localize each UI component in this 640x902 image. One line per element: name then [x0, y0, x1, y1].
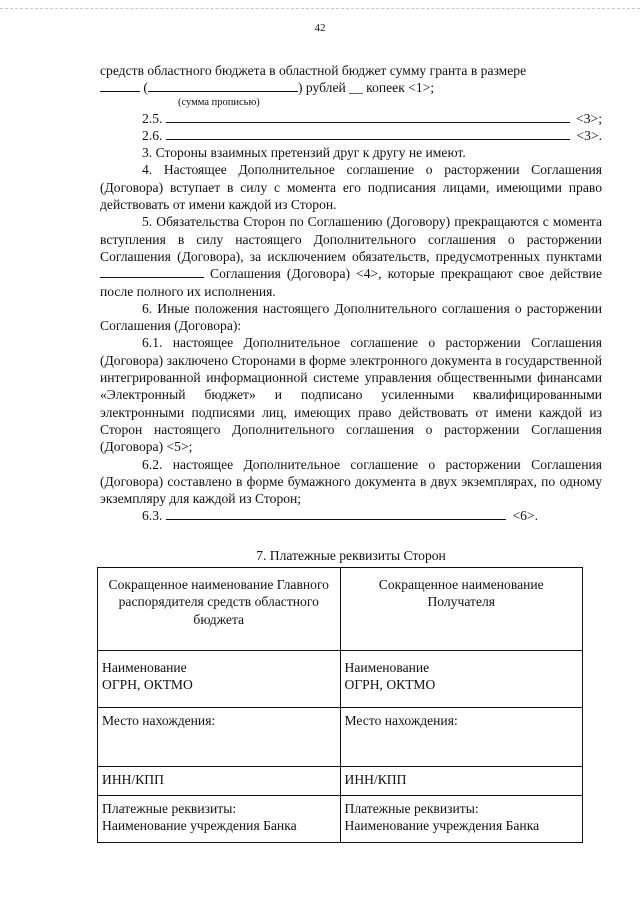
blank-clause-numbers: [100, 265, 204, 278]
section-title-payment-details: 7. Платежные реквизиты Сторон: [256, 547, 446, 563]
paragraph-6-2: 6.2. настоящее Дополнительное соглашение о расторжении Соглашения (Договора) составлено в форме бумажного документа в двух экземплярах, по одному экземпляру для каждой из Сторон;: [100, 456, 602, 507]
cell-left-location: Место нахождения:: [98, 708, 341, 767]
item-6-3-note: <6>.: [512, 508, 538, 524]
top-scan-rule: [0, 8, 640, 10]
item-2-6-blank: [166, 127, 570, 140]
paragraph-grant-amount: средств областного бюджета в областной бюджет сумму гранта в размере: [100, 63, 527, 78]
item-2-5-number: 2.5.: [142, 110, 163, 126]
item-6-3-blank: [166, 507, 506, 520]
item-2-6-number: 2.6.: [142, 127, 163, 143]
item-2-5-blank: [166, 110, 570, 123]
paragraph-5: [100, 213, 602, 299]
item-6-3-number: 6.3.: [142, 508, 163, 524]
item-2-6: [100, 127, 602, 144]
cell-left-inn: ИНН/КПП: [98, 767, 341, 796]
cell-right-inn: ИНН/КПП: [340, 767, 583, 796]
rubles-kopecks-text: ) рублей __ копеек <1>;: [297, 80, 435, 96]
header-chief-administrator: Сокращенное наименование Главного распорядителя средств областного бюджета: [98, 568, 341, 651]
paragraph-5-part-2: Соглашения (Договора) <4>, которые прекращают свое действие после полного их исполнения.: [100, 266, 602, 299]
item-2-5-note: <3>;: [576, 110, 602, 126]
label-ogrn-oktmo: ОГРН, ОКТМО: [102, 677, 193, 693]
paragraph-6-1: 6.1. настоящее Дополнительное соглашение о расторжении Соглашения (Договора) заключено Сторонами в форме электронного документа в государственной интегрированной информационной системе управления общественными финансами «Электронный бюджет» и подписано усиленными квалифицированными электронными подписями лиц, имеющих право действовать от имени каждой из Сторон настоящего Дополнительного соглашения о расторжении Соглашения (Договора) <5>;: [100, 335, 602, 455]
paragraph-grant-amount-line2: [100, 79, 602, 96]
payment-details-table: [97, 567, 583, 843]
cell-right-location: Место нахождения:: [340, 708, 583, 767]
item-2-6-note: <3>.: [576, 127, 602, 143]
header-recipient: Сокращенное наименование Получателя: [340, 568, 583, 651]
paragraph-5-part-1: 5. Обязательства Сторон по Соглашению (Договору) прекращаются с момента вступления в силу настоящего Дополнительного соглашения о расторжении Соглашения (Договора), за исключением обязательств, предусмотренных пунктами: [100, 214, 602, 264]
cell-left-payment: [98, 796, 341, 843]
label-payment-details: Платежные реквизиты:: [102, 801, 237, 816]
cell-right-payment: [340, 796, 583, 843]
open-paren: (: [143, 80, 148, 96]
item-6-3: [100, 507, 538, 524]
cell-left-name: [98, 651, 341, 708]
paragraph-3: 3. Стороны взаимных претензий друг к другу не имеют.: [142, 145, 466, 161]
label-payment-details: Платежные реквизиты:: [344, 801, 479, 816]
paragraph-4: 4. Настоящее Дополнительное соглашение о расторжении Соглашения (Договора) вступает в силу с момента его подписания лицами, имеющими право действовать от имени каждой из Сторон.: [100, 162, 602, 213]
document-body: [100, 62, 602, 578]
caption-amount-in-words: (сумма прописью): [178, 96, 260, 108]
paragraph-6: 6. Иные положения настоящего Дополнительного соглашения о расторжении Соглашения (Договора):: [100, 300, 602, 334]
page-number: 42: [314, 22, 326, 34]
item-2-5: [100, 110, 602, 127]
label-bank-name: Наименование учреждения Банка: [102, 818, 297, 834]
label-bank-name: Наименование учреждения Банка: [344, 818, 540, 834]
label-ogrn-oktmo: ОГРН, ОКТМО: [344, 677, 436, 693]
label-name: Наименование: [102, 660, 187, 675]
label-name: Наименование: [344, 660, 430, 675]
blank-amount-words: [148, 79, 298, 92]
cell-right-name: [340, 651, 583, 708]
blank-amount-digits: [100, 79, 140, 92]
